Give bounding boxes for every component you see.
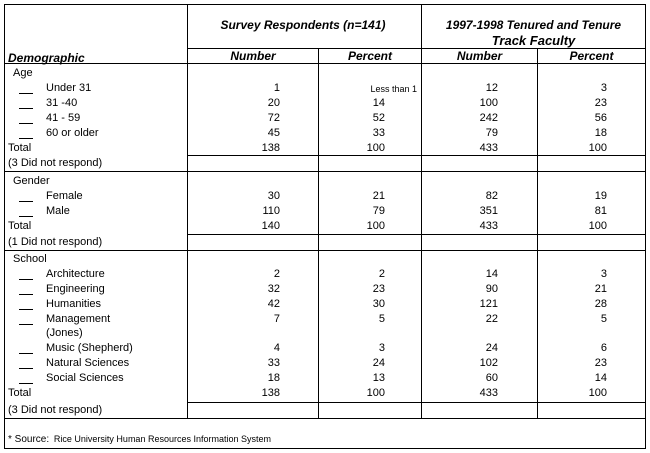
total-value: 100 <box>588 142 607 154</box>
table-border-bottom <box>4 448 646 449</box>
row-label: Male <box>46 205 70 217</box>
table-border-right <box>645 4 646 449</box>
cell-value: 2 <box>273 268 280 280</box>
cell-value: 18 <box>594 127 607 139</box>
no-response-note: (1 Did not respond) <box>8 236 103 248</box>
total-value: 100 <box>588 387 607 399</box>
table-border-left <box>4 4 5 449</box>
section-title-age: Age <box>13 67 33 79</box>
row-label: Natural Sciences <box>46 357 130 369</box>
cell-value: 42 <box>267 298 280 310</box>
cell-value: 19 <box>594 190 607 202</box>
cell-value: 102 <box>479 357 498 369</box>
row-label: Social Sciences <box>46 372 124 384</box>
demographic-header: Demographic <box>8 51 85 65</box>
row-divider <box>187 155 646 156</box>
row-divider <box>187 402 646 403</box>
number-header: Number <box>230 49 276 63</box>
row-label: Humanities <box>46 298 102 310</box>
row-label: Architecture <box>46 268 105 280</box>
blank-line <box>19 324 33 325</box>
cell-value: 56 <box>594 112 607 124</box>
cell-value: 30 <box>372 298 385 310</box>
number-header: Number <box>456 49 503 63</box>
blank-line <box>19 201 33 202</box>
cell-value: 7 <box>273 313 280 325</box>
no-response-note: (3 Did not respond) <box>8 404 103 416</box>
faculty-header-line2: Track Faculty <box>491 33 576 48</box>
cell-value: 21 <box>594 283 607 295</box>
cell-value: 45 <box>267 127 280 139</box>
header-bottom-rule <box>4 63 646 64</box>
cell-value: 28 <box>594 298 607 310</box>
cell-value: 351 <box>479 205 498 217</box>
cell-value: 33 <box>372 127 385 139</box>
row-label: 60 or older <box>46 127 99 139</box>
total-value: 100 <box>588 220 607 232</box>
cell-value: 30 <box>267 190 280 202</box>
blank-line <box>19 123 33 124</box>
cell-value: 14 <box>372 97 385 109</box>
row-label: Female <box>46 190 83 202</box>
cell-value: 82 <box>485 190 498 202</box>
total-value: 433 <box>479 220 498 232</box>
cell-value: 242 <box>479 112 498 124</box>
cell-value: 79 <box>485 127 498 139</box>
section-title-school: School <box>13 253 47 265</box>
cell-value: 18 <box>267 372 280 384</box>
cell-value: 4 <box>273 342 280 354</box>
section-title-gender: Gender <box>13 175 50 187</box>
total-value: 433 <box>479 387 498 399</box>
total-value: 100 <box>366 220 385 232</box>
total-value: 100 <box>366 387 385 399</box>
section-divider <box>4 171 646 172</box>
row-label: Engineering <box>46 283 105 295</box>
total-label: Total <box>8 142 32 154</box>
cell-value: 13 <box>372 372 385 384</box>
total-value: 140 <box>261 220 280 232</box>
cell-value: 5 <box>378 313 385 325</box>
footer-divider <box>4 418 646 419</box>
row-label-continued: (Jones) <box>46 327 83 339</box>
blank-line <box>19 368 33 369</box>
cell-value: 14 <box>485 268 498 280</box>
cell-value: 52 <box>372 112 385 124</box>
section-divider <box>4 250 646 251</box>
blank-line <box>19 216 33 217</box>
blank-line <box>19 294 33 295</box>
blank-line <box>19 93 33 94</box>
cell-value: 6 <box>600 342 607 354</box>
cell-value: 24 <box>485 342 498 354</box>
total-value: 100 <box>366 142 385 154</box>
row-divider <box>187 234 646 235</box>
cell-value: 21 <box>372 190 385 202</box>
cell-value: 14 <box>594 372 607 384</box>
percent-header: Percent <box>569 49 614 63</box>
cell-value: 23 <box>372 283 385 295</box>
row-label: Management <box>46 313 111 325</box>
cell-value: 60 <box>485 372 498 384</box>
total-value: 138 <box>261 387 280 399</box>
cell-value: 100 <box>479 97 498 109</box>
cell-value: 23 <box>594 97 607 109</box>
row-label: Under 31 <box>46 82 92 94</box>
blank-line <box>19 279 33 280</box>
total-label: Total <box>8 220 32 232</box>
blank-line <box>19 108 33 109</box>
source-prefix: * Source: <box>8 434 50 445</box>
percent-header: Percent <box>347 49 393 63</box>
faculty-header-line1: 1997-1998 Tenured and Tenure <box>445 18 622 32</box>
blank-line <box>19 353 33 354</box>
cell-value: 24 <box>372 357 385 369</box>
cell-value: Less than 1 <box>370 84 417 94</box>
no-response-note: (3 Did not respond) <box>8 157 103 169</box>
cell-value: 12 <box>485 82 498 94</box>
cell-value: 2 <box>378 268 385 280</box>
survey-respondents-header: Survey Respondents (n=141) <box>220 18 386 32</box>
total-value: 433 <box>479 142 498 154</box>
cell-value: 72 <box>267 112 280 124</box>
cell-value: 3 <box>378 342 385 354</box>
row-label: 41 - 59 <box>46 112 81 124</box>
cell-value: 90 <box>485 283 498 295</box>
cell-value: 5 <box>600 313 607 325</box>
row-label: 31 -40 <box>46 97 78 109</box>
source-text: Rice University Human Resources Information System <box>53 434 271 444</box>
cell-value: 81 <box>594 205 607 217</box>
cell-value: 33 <box>267 357 280 369</box>
cell-value: 32 <box>267 283 280 295</box>
cell-value: 79 <box>372 205 385 217</box>
cell-value: 121 <box>479 298 498 310</box>
blank-line <box>19 309 33 310</box>
cell-value: 1 <box>273 82 280 94</box>
cell-value: 20 <box>267 97 280 109</box>
cell-value: 3 <box>600 82 607 94</box>
cell-value: 23 <box>594 357 607 369</box>
blank-line <box>19 138 33 139</box>
row-label: Music (Shepherd) <box>46 342 133 354</box>
blank-line <box>19 383 33 384</box>
cell-value: 110 <box>262 205 280 217</box>
cell-value: 3 <box>600 268 607 280</box>
source-note <box>8 433 271 446</box>
table-border-top <box>4 4 646 5</box>
total-label: Total <box>8 387 32 399</box>
cell-value: 22 <box>485 313 498 325</box>
total-value: 138 <box>261 142 280 154</box>
